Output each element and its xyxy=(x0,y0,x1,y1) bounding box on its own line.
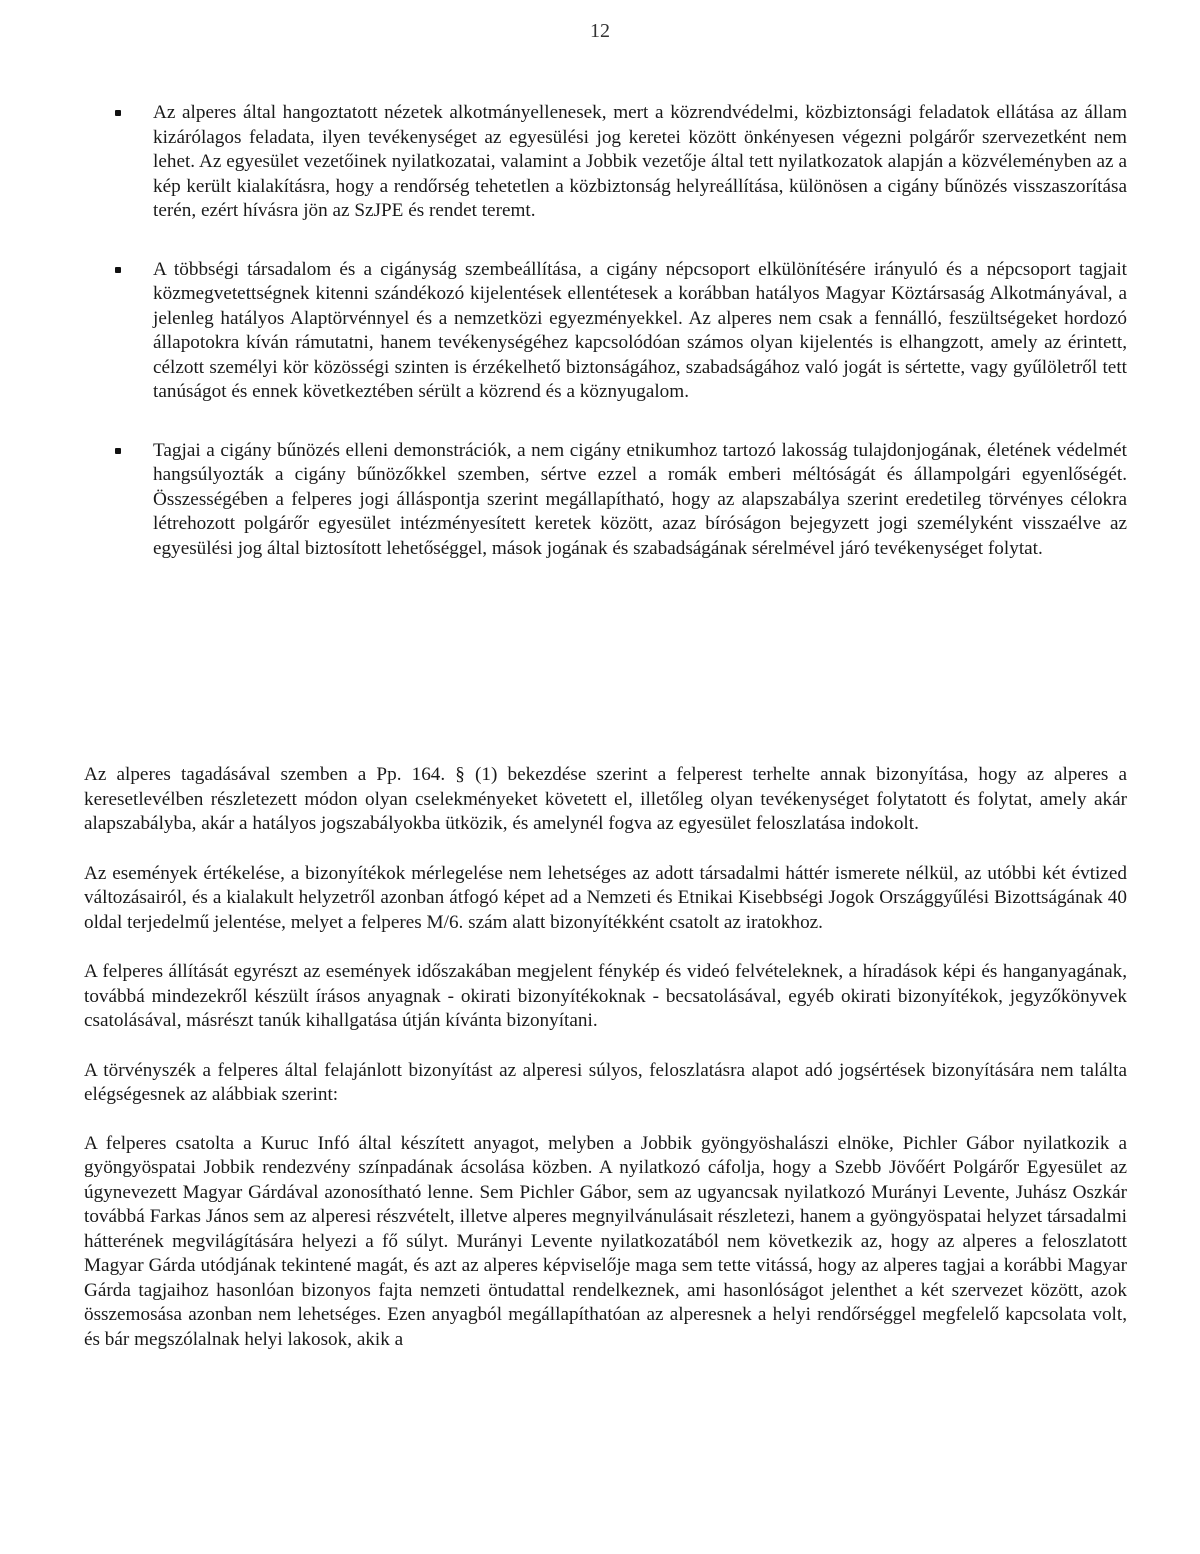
bullet-square-icon xyxy=(115,448,121,454)
bullet-square-icon xyxy=(115,110,121,116)
bullet-item xyxy=(115,258,1127,405)
bullet-list xyxy=(115,101,1127,595)
body-paragraphs xyxy=(84,763,1127,1377)
paragraph: A felperes állítását egyrészt az események időszakában megjelent fénykép és videó felvételeknek, a híradások képi és hanganyagának, továbbá mindezekről készült írásos anyagnak - okirati bizonyítékoknak - becsatolásával, egyéb okirati bizonyítékok, jegyzőkönyvek csatolásával, másrészt tanúk kihallgatása útján kívánta bizonyítani. xyxy=(84,961,1127,1031)
paragraph: A felperes csatolta a Kuruc Infó által készített anyagot, melyben a Jobbik gyöngyöshalászi elnöke, Pichler Gábor nyilatkozik a gyöngyöspatai Jobbik rendezvény színpadának ácsolása közben. A nyilatkozó cáfolja, hogy a Szebb Jövőért Polgárőr Egyesület az úgynevezett Magyar Gárdával azonosítható lenne. Sem Pichler Gábor, sem az ugyancsak nyilatkozó Murányi Levente, Juhász Oszkár továbbá Farkas János sem az alperesi részvételt, illetve alperes megnyilvánulásait részletezi, hanem a gyöngyöspatai helyzet társadalmi hátterének megvilágítására helyezi a fő súlyt. Murányi Levente nyilatkozatából nem következik az, hogy az alperes a feloszlatott Magyar Gárda utódjának tekintené magát, és azt az alperes képviselője maga sem tette vitássá, hogy az alperes tagjai a korábbi Magyar Gárda tagjaihoz hasonlóan bizonyos fajta nemzeti öntudattal rendelkeznek, ami hasonlóságot jelenthet a két szervezet között, azok összemosása azonban nem lehetséges. Ezen anyagból megállapíthatóan az alperesnek a helyi rendőrséggel megfelelő kapcsolata volt, és bár megszólalnak helyi lakosok, akik a xyxy=(84,1132,1127,1350)
bullet-square-icon xyxy=(115,267,121,273)
bullet-item xyxy=(115,101,1127,224)
bullet-text: Tagjai a cigány bűnözés elleni demonstrációk, a nem cigány etnikumhoz tartozó lakosság tulajdonjogának, életének védelmét hangsúlyozták a cigány bűnözőkkel szemben, sértve ezzel a romák emberi méltóságát és állampolgári egyenlőségét. Összességében a felperes jogi álláspontja szerint megállapítható, hogy az alapszabálya szerint eredetileg törvényes célokra létrehozott polgárőr egyesület intézményesített keretek között, azaz bíróságon bejegyzett jogi személyként visszaélve az egyesülési jog által biztosított lehetőséggel, mások jogának és szabadságának sérelmével járó tevékenységet folytat. xyxy=(153,439,1127,559)
paragraph: A törvényszék a felperes által felajánlott bizonyítást az alperesi súlyos, feloszlatásra alapot adó jogsértések bizonyítására nem találta elégségesnek az alábbiak szerint: xyxy=(84,1059,1127,1105)
bullet-item xyxy=(115,439,1127,562)
paragraph: Az alperes tagadásával szemben a Pp. 164. § (1) bekezdése szerint a felperest terhelte annak bizonyítása, hogy az alperes a keresetlevélben részletezett módon olyan cselekményeket követett el, illetőleg olyan tevékenységet folytatott és folytat, amely akár alapszabályba, akár a hatályos jogszabályokba ütközik, és amelynél fogva az egyesület feloszlatása indokolt. xyxy=(84,764,1127,834)
page-number: 12 xyxy=(590,20,610,42)
bullet-text: A többségi társadalom és a cigányság szembeállítása, a cigány népcsoport elkülönítésére irányuló és a népcsoport tagjait közmegvetettségnek kitenni szándékozó kijelentések ellentétesek a korábban hatályos Magyar Köztársaság Alkotmányával, a jelenleg hatályos Alaptörvénnyel és a nemzetközi egyezményekkel. Az alperes nem csak a fennálló, feszültségeket hordozó állapotokra kíván rámutatni, hanem tevékenységéhez kapcsolódóan számos olyan kijelentés is elhangzott, amely az érintett, célzott személyi kör közösségi szinten is érzékelhető biztonságához, szabadságához való jogát is sértette, vagy gyűlöletről tett tanúságot és ennek következtében sérült a közrend és a köznyugalom. xyxy=(153,258,1127,402)
bullet-text: Az alperes által hangoztatott nézetek alkotmányellenesek, mert a közrendvédelmi, közbiztonsági feladatok ellátása az állam kizárólagos feladata, ilyen tevékenységet az egyesülési jog keretei között önkényesen végezni polgárőr szervezetként nem lehet. Az egyesület vezetőinek nyilatkozatai, valamint a Jobbik vezetője által tett nyilatkozatok alapján a közvéleményben az a kép került kialakításra, hogy a rendőrség tehetetlen a közbiztonság helyreállítása, különösen a cigány bűnözés visszaszorítása terén, ezért hívásra jön az SzJPE és rendet teremt. xyxy=(153,102,1127,221)
paragraph: Az események értékelése, a bizonyítékok mérlegelése nem lehetséges az adott társadalmi háttér ismerete nélkül, az utóbbi két évtized változásairól, és a kialakult helyzetről azonban átfogó képet ad a Nemzeti és Etnikai Kisebbségi Jogok Országgyűlési Bizottságának 40 oldal terjedelmű jelentése, melyet a felperes M/6. szám alatt bizonyítékként csatolt az iratokhoz. xyxy=(84,862,1127,933)
